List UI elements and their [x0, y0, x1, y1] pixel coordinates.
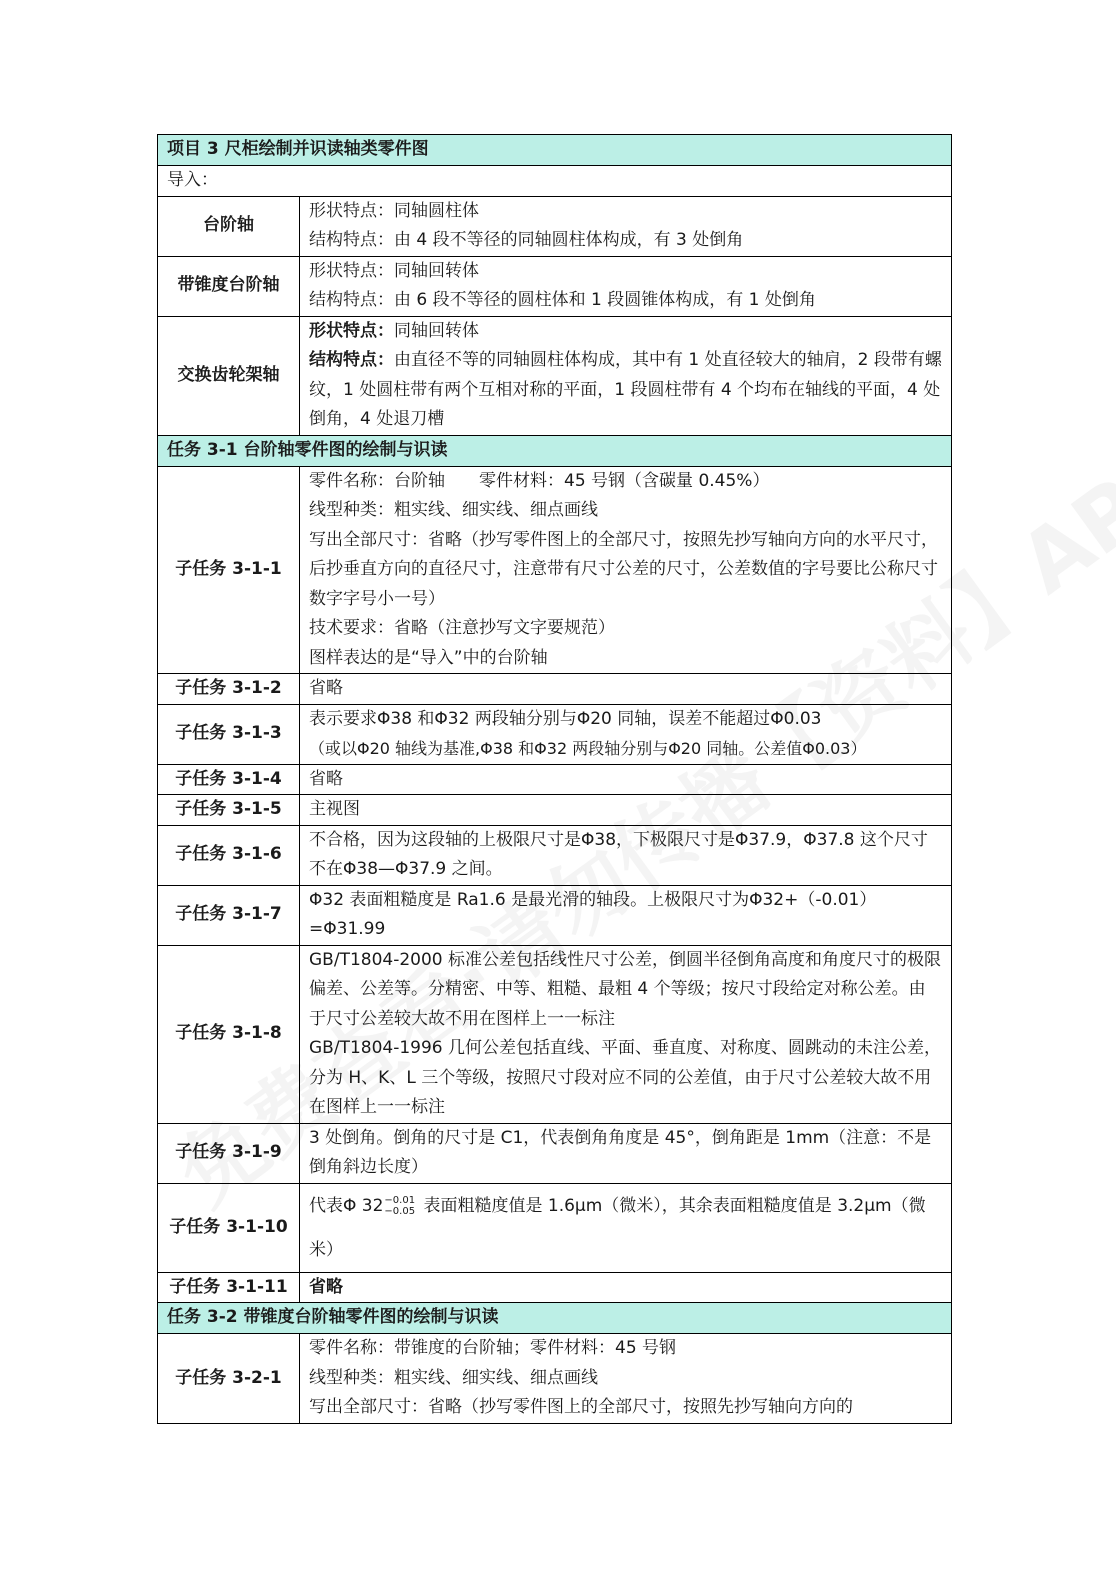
intro-item-label: 带锥度台阶轴 — [158, 256, 300, 316]
subtask-label: 子任务 3-1-11 — [158, 1272, 300, 1303]
subtask-row — [158, 764, 952, 795]
subtask-line: 零件名称：带锥度的台阶轴；零件材料：45 号钢 — [309, 1338, 677, 1358]
subtask-label: 子任务 3-1-8 — [158, 945, 300, 1123]
subtask-content — [300, 704, 952, 764]
subtask-row — [158, 1272, 952, 1303]
subtask-line: （或以Φ20 轴线为基准,Φ38 和Φ32 两段轴分别与Φ20 同轴。公差值Φ0.03） — [309, 739, 867, 758]
subtask-content: 不合格，因为这段轴的上极限尺寸是Φ38，下极限尺寸是Φ37.9，Φ37.8 这个尺寸不在Φ38—Φ37.9 之间。 — [300, 825, 952, 885]
structure-feature-text: 结构特点：由 4 段不等径的同轴圆柱体构成，有 3 处倒角 — [309, 230, 744, 250]
intro-item-row — [158, 196, 952, 256]
shape-feature-key: 形状特点： — [309, 320, 394, 341]
subtask-label: 子任务 3-1-4 — [158, 764, 300, 795]
subtask-line: 写出全部尺寸：省略（抄写零件图上的全部尺寸，按照先抄写轴向方向的水平尺寸，后抄垂直方向的直径尺寸，注意带有尺寸公差的尺寸，公差数值的字号要比公称尺寸数字字号小一号） — [309, 529, 938, 609]
subtask-content: 省略 — [300, 764, 952, 795]
structure-feature-text — [309, 346, 942, 435]
subtask-content: 3 处倒角。倒角的尺寸是 C1，代表倒角角度是 45°，倒角距是 1mm（注意：不是倒角斜边长度） — [300, 1123, 952, 1183]
subtask-row — [158, 466, 952, 674]
subtask-row — [158, 825, 952, 885]
task-3-1-header: 任务 3-1 台阶轴零件图的绘制与识读 — [158, 435, 952, 466]
subtask-label: 子任务 3-1-3 — [158, 704, 300, 764]
subtask-line: 零件名称：台阶轴 零件材料：45 号钢（含碳量 0.45%） — [309, 470, 770, 491]
tolerance-prefix: 代表Φ 32 — [309, 1195, 384, 1216]
tolerance-suffix: 表面粗糙度值是 1.6μm（微米），其余表面粗糙度值是 3.2μm（微米） — [309, 1195, 926, 1260]
intro-item-label: 台阶轴 — [158, 196, 300, 256]
shape-feature-text — [309, 317, 942, 347]
intro-item-row — [158, 256, 952, 316]
structure-feature-key: 结构特点： — [309, 350, 394, 370]
subtask-row — [158, 945, 952, 1123]
subtask-label: 子任务 3-1-2 — [158, 674, 300, 705]
upper-deviation: −0.01 — [384, 1194, 416, 1206]
subtask-line: 技术要求：省略（注意抄写文字要规范） — [309, 618, 615, 638]
subtask-content: 省略 — [300, 1272, 952, 1303]
shape-feature-text: 形状特点：同轴回转体 — [309, 260, 479, 281]
subtask-content — [300, 1334, 952, 1424]
subtask-line: 线型种类：粗实线、细实线、细点画线 — [309, 500, 598, 520]
subtask-content — [300, 945, 952, 1123]
subtask-content: 主视图 — [300, 795, 952, 826]
subtask-content: 省略 — [300, 674, 952, 705]
task-3-2-header: 任务 3-2 带锥度台阶轴零件图的绘制与识读 — [158, 1303, 952, 1334]
subtask-label: 子任务 3-1-9 — [158, 1123, 300, 1183]
subtask-content: Φ32 表面粗糙度是 Ra1.6 是最光滑的轴段。上极限尺寸为Φ32+（-0.01）=Φ31.99 — [300, 885, 952, 945]
subtask-line: GB/T1804-1996 几何公差包括直线、平面、垂直度、对称度、圆跳动的未注公差，分为 H、K、L 三个等级，按照尺寸段对应不同的公差值，由于尺寸公差较大故不用在图样上一一标注 — [309, 1038, 942, 1117]
subtask-row — [158, 674, 952, 705]
subtask-label: 子任务 3-1-1 — [158, 466, 300, 674]
intro-item-content — [300, 316, 952, 435]
intro-row — [158, 166, 952, 197]
subtask-row — [158, 1334, 952, 1424]
subtask-line: 写出全部尺寸：省略（抄写零件图上的全部尺寸，按照先抄写轴向方向的 — [309, 1397, 853, 1417]
subtask-content — [300, 1183, 952, 1272]
answer-table — [157, 134, 952, 1424]
subtask-line: 图样表达的是“导入”中的台阶轴 — [309, 647, 548, 668]
subtask-line: GB/T1804-2000 标准公差包括线性尺寸公差，倒圆半径倒角高度和角度尺寸的极限偏差、公差等。分精密、中等、粗糙、最粗 4 个等级；按尺寸段给定对称公差。由于尺寸公差较大故不用在图样上一一标注 — [309, 949, 942, 1029]
tolerance-fraction — [384, 1195, 415, 1217]
subtask-row — [158, 1123, 952, 1183]
intro-item-content — [300, 256, 952, 316]
lower-deviation: −0.05 — [384, 1205, 416, 1217]
subtask-row — [158, 704, 952, 764]
subtask-label: 子任务 3-2-1 — [158, 1334, 300, 1424]
task-header-row — [158, 1303, 952, 1334]
shape-feature-value: 同轴回转体 — [394, 320, 479, 341]
subtask-row — [158, 1183, 952, 1272]
subtask-content — [300, 466, 952, 674]
intro-label: 导入： — [158, 166, 952, 197]
subtask-label: 子任务 3-1-10 — [158, 1183, 300, 1272]
structure-feature-value: 由直径不等的同轴圆柱体构成，其中有 1 处直径较大的轴肩，2 段带有螺纹，1 处圆柱带有两个互相对称的平面，1 段圆柱带有 4 个均布在轴线的平面，4 处倒角，4 处退刀槽 — [309, 350, 942, 429]
subtask-row — [158, 885, 952, 945]
subtask-label: 子任务 3-1-7 — [158, 885, 300, 945]
task-header-row — [158, 435, 952, 466]
intro-item-row — [158, 316, 952, 435]
project-title: 项目 3 尺柜绘制并识读轴类零件图 — [158, 135, 952, 166]
document-table-container — [157, 134, 951, 1424]
title-row — [158, 135, 952, 166]
subtask-label: 子任务 3-1-5 — [158, 795, 300, 826]
structure-feature-text: 结构特点：由 6 段不等径的圆柱体和 1 段圆锥体构成，有 1 处倒角 — [309, 290, 816, 310]
intro-item-content — [300, 196, 952, 256]
subtask-line: 表示要求Φ38 和Φ32 两段轴分别与Φ20 同轴，误差不能超过Φ0.03 — [309, 708, 822, 729]
subtask-row — [158, 795, 952, 826]
subtask-line: 线型种类：粗实线、细实线、细点画线 — [309, 1367, 598, 1388]
shape-feature-text: 形状特点：同轴圆柱体 — [309, 200, 479, 221]
subtask-label: 子任务 3-1-6 — [158, 825, 300, 885]
intro-item-label: 交换齿轮架轴 — [158, 316, 300, 435]
